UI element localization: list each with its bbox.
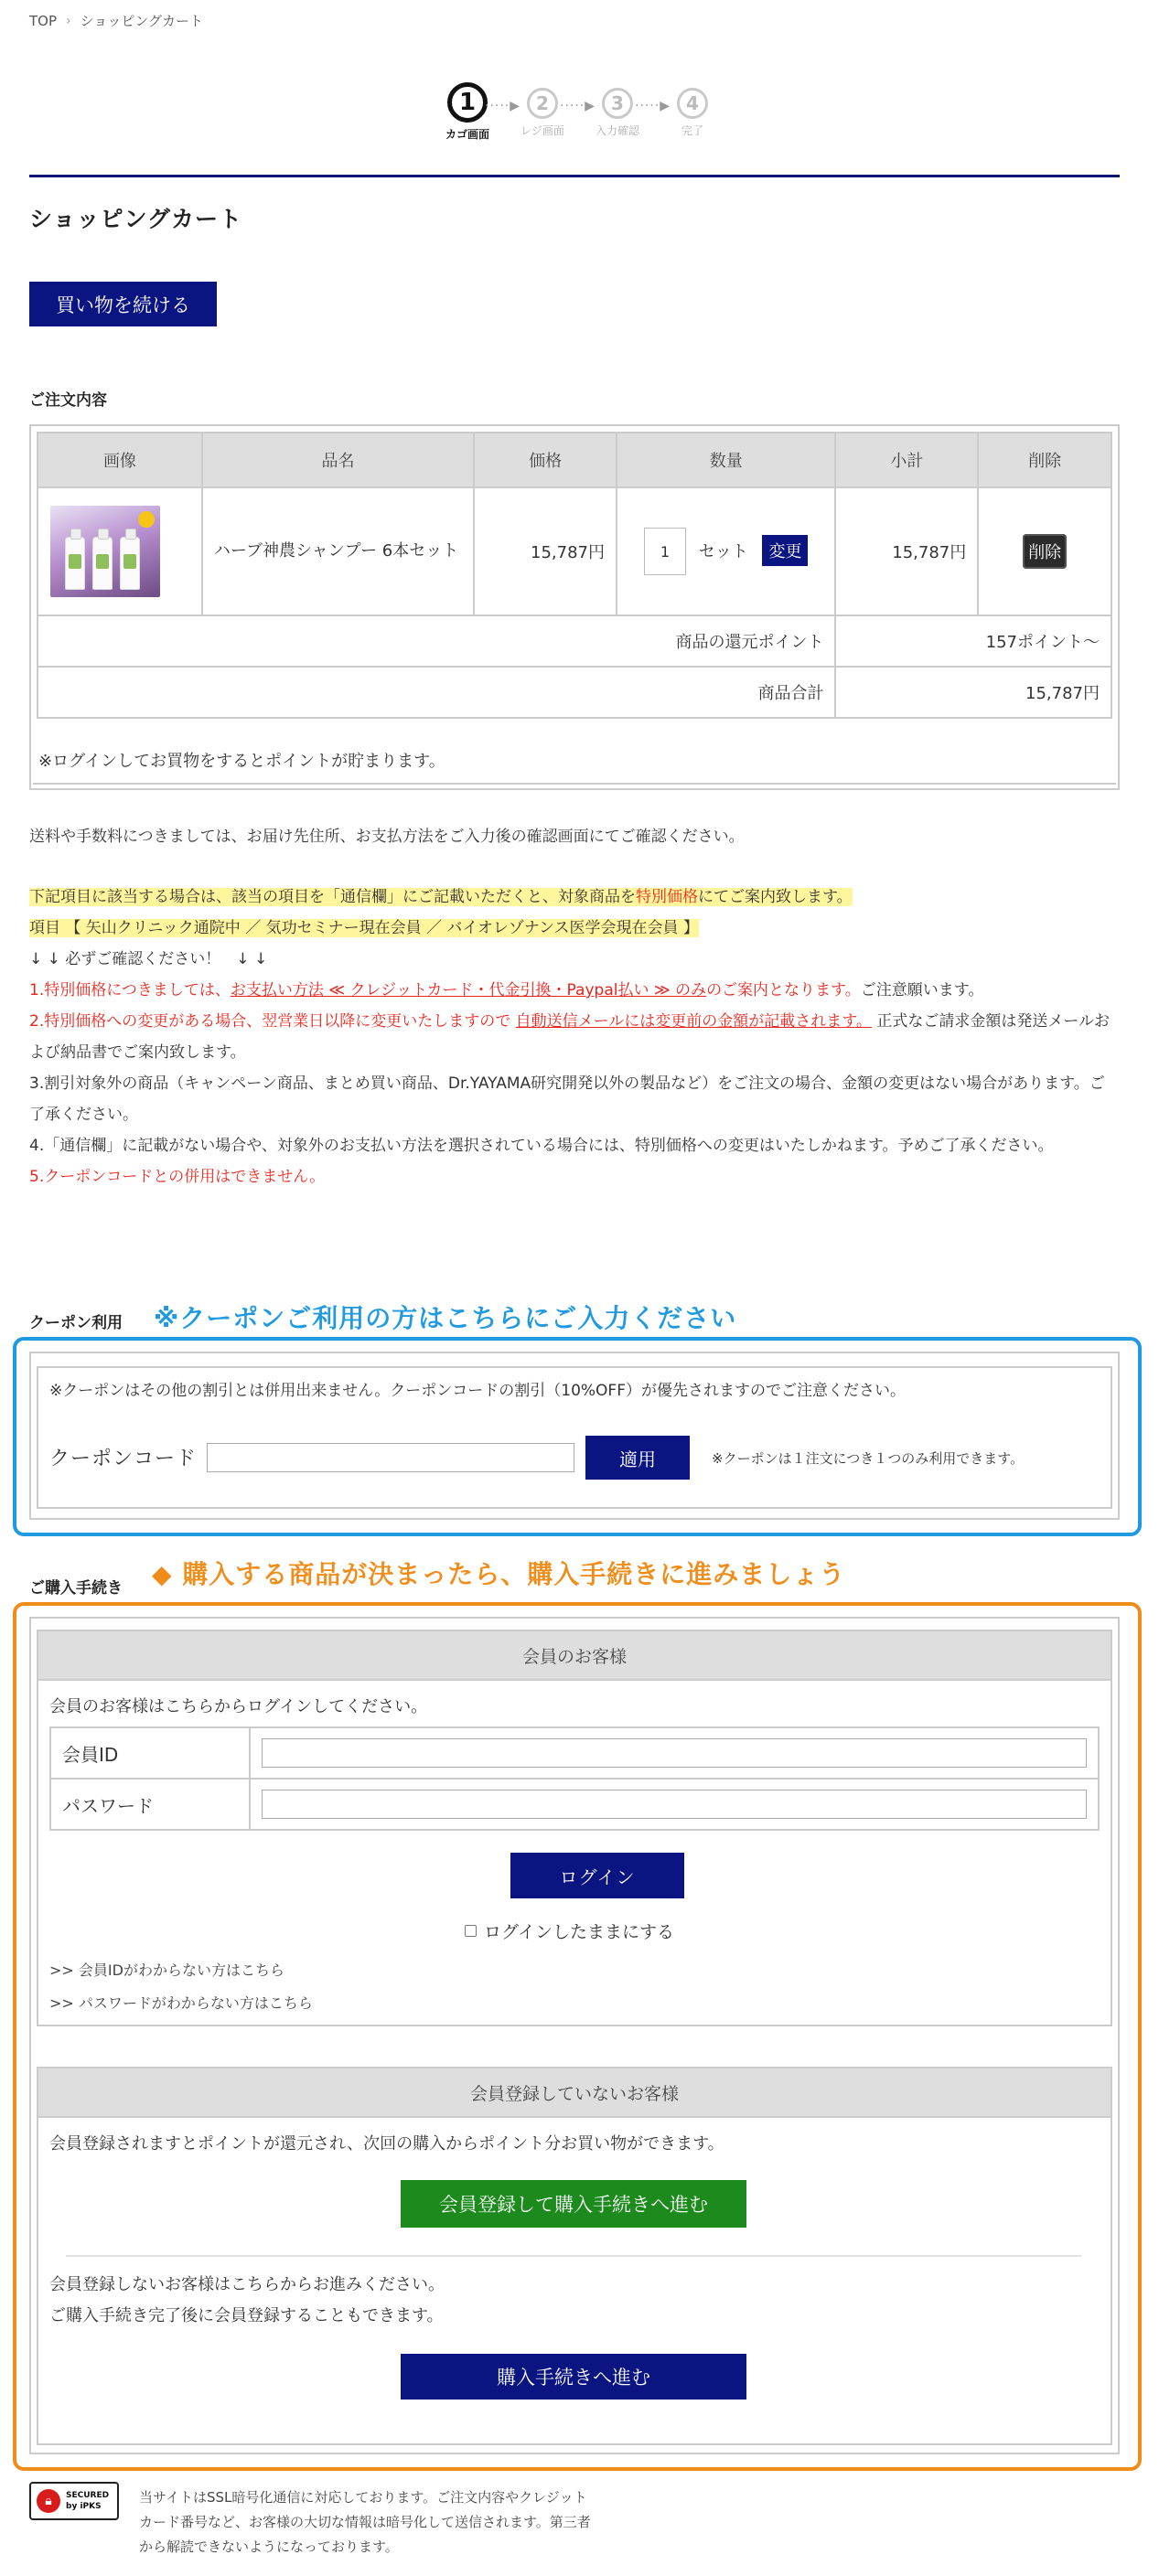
notice-item: ご注意願います。: [860, 981, 984, 999]
notice-line: にてご案内致します。: [698, 888, 853, 906]
quantity-unit: セット: [698, 541, 748, 561]
guest-text-line: 会員登録しないお客様はこちらからお進みください。: [49, 2275, 445, 2294]
breadcrumb-home[interactable]: TOP: [29, 12, 58, 29]
member-panel-title: 会員のお客様: [38, 1631, 1111, 1681]
guest-divider: [66, 2255, 1081, 2257]
keep-login-row: [465, 1919, 674, 1943]
coupon-limit-note: ※クーポンは１注文につき１つのみ利用できます。: [712, 1450, 1025, 1467]
password-label: パスワード: [50, 1779, 250, 1830]
member-intro: 会員のお客様はこちらからログインしてください。: [49, 1697, 428, 1716]
table-row: [38, 487, 1111, 615]
step-number: 3: [602, 88, 633, 119]
coupon-code-input[interactable]: [207, 1443, 574, 1472]
coupon-code-label: クーポンコード: [49, 1448, 198, 1470]
step-complete: [660, 88, 724, 138]
col-price: 価格: [474, 433, 617, 487]
apply-coupon-button[interactable]: 適用: [585, 1436, 690, 1480]
step-number: 1: [447, 82, 488, 123]
order-box-divider: [33, 783, 1116, 785]
guest-text: [49, 2270, 445, 2332]
points-value: 157ポイント〜: [835, 615, 1111, 667]
lock-icon: 🔒︎: [37, 2489, 60, 2513]
breadcrumb-current: ショッピングカート: [80, 13, 204, 29]
product-image[interactable]: [50, 506, 160, 597]
procedure-heading: ご購入手続き: [29, 1579, 123, 1598]
forgot-id-link[interactable]: >> 会員IDがわからない方はこちら: [49, 1961, 284, 1979]
login-points-note: ※ログインしてお買物をするとポイントが貯まります。: [38, 752, 445, 771]
guest-panel-title: 会員登録していないお客様: [38, 2068, 1111, 2118]
total-label: 商品合計: [38, 667, 835, 718]
notice-item: のご案内となります。: [706, 981, 861, 999]
points-label: 商品の還元ポイント: [38, 615, 835, 667]
step-label: 入力確認: [595, 124, 639, 137]
login-button[interactable]: ログイン: [510, 1853, 684, 1898]
shipping-note: 送料や手数料につきましては、お届け先住所、お支払方法をご入力後の確認画面にてご確認ください。: [29, 828, 745, 846]
step-label: カゴ画面: [445, 128, 489, 141]
procedure-callout: ◆ 購入する商品が決まったら、購入手続きに進みましょう: [152, 1559, 846, 1589]
notice-emphasis: 特別価格: [636, 888, 698, 906]
header-divider: [29, 175, 1120, 177]
cart-table: [37, 432, 1112, 719]
delete-cell: [978, 487, 1111, 615]
order-heading: ご注文内容: [29, 391, 107, 410]
delete-button[interactable]: 削除: [1023, 534, 1067, 569]
login-form: [49, 1726, 1100, 1831]
special-price-notice: [29, 882, 1120, 1192]
step-label: 完了: [681, 124, 703, 137]
product-image-cell: [38, 487, 202, 615]
col-image: 画像: [38, 433, 202, 487]
col-qty: 数量: [617, 433, 835, 487]
register-and-checkout-button[interactable]: 会員登録して購入手続きへ進む: [401, 2180, 746, 2228]
breadcrumb: [29, 11, 203, 30]
page-title: ショッピングカート: [29, 206, 243, 232]
change-quantity-button[interactable]: 変更: [762, 535, 808, 566]
total-row: [38, 667, 1111, 718]
step-label: レジ画面: [520, 124, 564, 137]
step-arrow-icon: ·····▶: [485, 99, 521, 113]
col-name: 品名: [202, 433, 474, 487]
coupon-callout: ※クーポンご利用の方はこちらにご入力ください: [154, 1303, 737, 1333]
product-price: 15,787円: [474, 487, 617, 615]
breadcrumb-separator: ›: [66, 13, 71, 28]
notice-item: 2.特別価格への変更がある場合、翌営業日以降に変更いたしますので: [29, 1012, 516, 1031]
ssl-badge-text: by iPKS: [66, 2502, 102, 2511]
ssl-badge-text: SECURED: [66, 2491, 110, 2500]
notice-item: 4.「通信欄」に記載がない場合や、対象外のお支払い方法を選択されている場合には、特別価格への変更はいたしかねます。予めご了承ください。: [29, 1137, 1054, 1155]
keep-login-label[interactable]: ログインしたままにする: [484, 1922, 675, 1942]
cart-header-row: [38, 433, 1111, 487]
keep-login-checkbox[interactable]: [465, 1925, 477, 1937]
member-id-label: 会員ID: [50, 1727, 250, 1779]
ssl-text: 当サイトはSSL暗号化通信に対応しております。ご注文内容やクレジットカード番号など、お客様の大切な情報は暗号化して送信されます。第三者から解読できないようになっております。: [139, 2489, 591, 2555]
guest-text-line: ご購入手続き完了後に会員登録することもできます。: [49, 2306, 444, 2325]
notice-item: 5.クーポンコードとの併用はできません。: [29, 1168, 326, 1186]
quantity-cell: [617, 487, 835, 615]
product-name[interactable]: ハーブ神農シャンプー 6本セット: [202, 487, 474, 615]
coupon-note: ※クーポンはその他の割引とは併用出来ません。クーポンコードの割引（10%OFF）が優先されますのでご注意ください。: [49, 1382, 906, 1400]
guest-intro: 会員登録されますとポイントが還元され、次回の購入からポイント分お買い物ができます。: [49, 2134, 724, 2154]
sun-icon: [138, 511, 155, 528]
notice-check: ↓ ↓ 必ずご確認ください！ ↓ ↓: [29, 950, 268, 968]
coupon-heading: クーポン利用: [29, 1314, 123, 1332]
step-arrow-icon: ·····▶: [560, 99, 596, 113]
step-number: 4: [677, 88, 708, 119]
points-row: [38, 615, 1111, 667]
notice-item: 3.割引対象外の商品（キャンペーン商品、まとめ買い商品、Dr.YAYAMA研究開発以外の製品など）をご注文の場合、金額の変更はない場合があります。ご了承ください。: [29, 1074, 1105, 1124]
notice-eligibility: 項目 【 矢山クリニック通院中 ／ 気功セミナー現在会員 ／ バイオレゾナンス医学会現在会員 】: [29, 919, 699, 937]
notice-item: 正式なご請求金額は発送メールおよび納品書でご案内致します。: [29, 1012, 1111, 1062]
password-input[interactable]: [262, 1790, 1087, 1819]
notice-emphasis: お支払い方法 ≪ クレジットカード・代金引換・Paypal払い ≫ のみ: [230, 981, 707, 999]
quantity-input[interactable]: 1: [644, 528, 686, 575]
notice-item: 1.特別価格につきましては、: [29, 981, 231, 999]
notice-emphasis: 自動送信メールには変更前の金額が記載されます。: [515, 1012, 872, 1031]
continue-shopping-button[interactable]: 買い物を続ける: [29, 282, 217, 326]
col-delete: 削除: [978, 433, 1111, 487]
product-subtotal: 15,787円: [835, 487, 978, 615]
forgot-password-link[interactable]: >> パスワードがわからない方はこちら: [49, 1994, 313, 2012]
step-cart: [435, 88, 499, 142]
col-subtotal: 小計: [835, 433, 978, 487]
proceed-checkout-button[interactable]: 購入手続きへ進む: [401, 2354, 746, 2400]
ssl-badge[interactable]: [29, 2482, 119, 2520]
step-number: 2: [527, 88, 558, 119]
checkout-steps: [435, 88, 728, 152]
member-id-input[interactable]: [262, 1738, 1087, 1768]
step-arrow-icon: ·····▶: [635, 99, 671, 113]
notice-line: 下記項目に該当する場合は、該当の項目を「通信欄」にご記載いただくと、対象商品を: [29, 888, 636, 906]
total-value: 15,787円: [835, 667, 1111, 718]
